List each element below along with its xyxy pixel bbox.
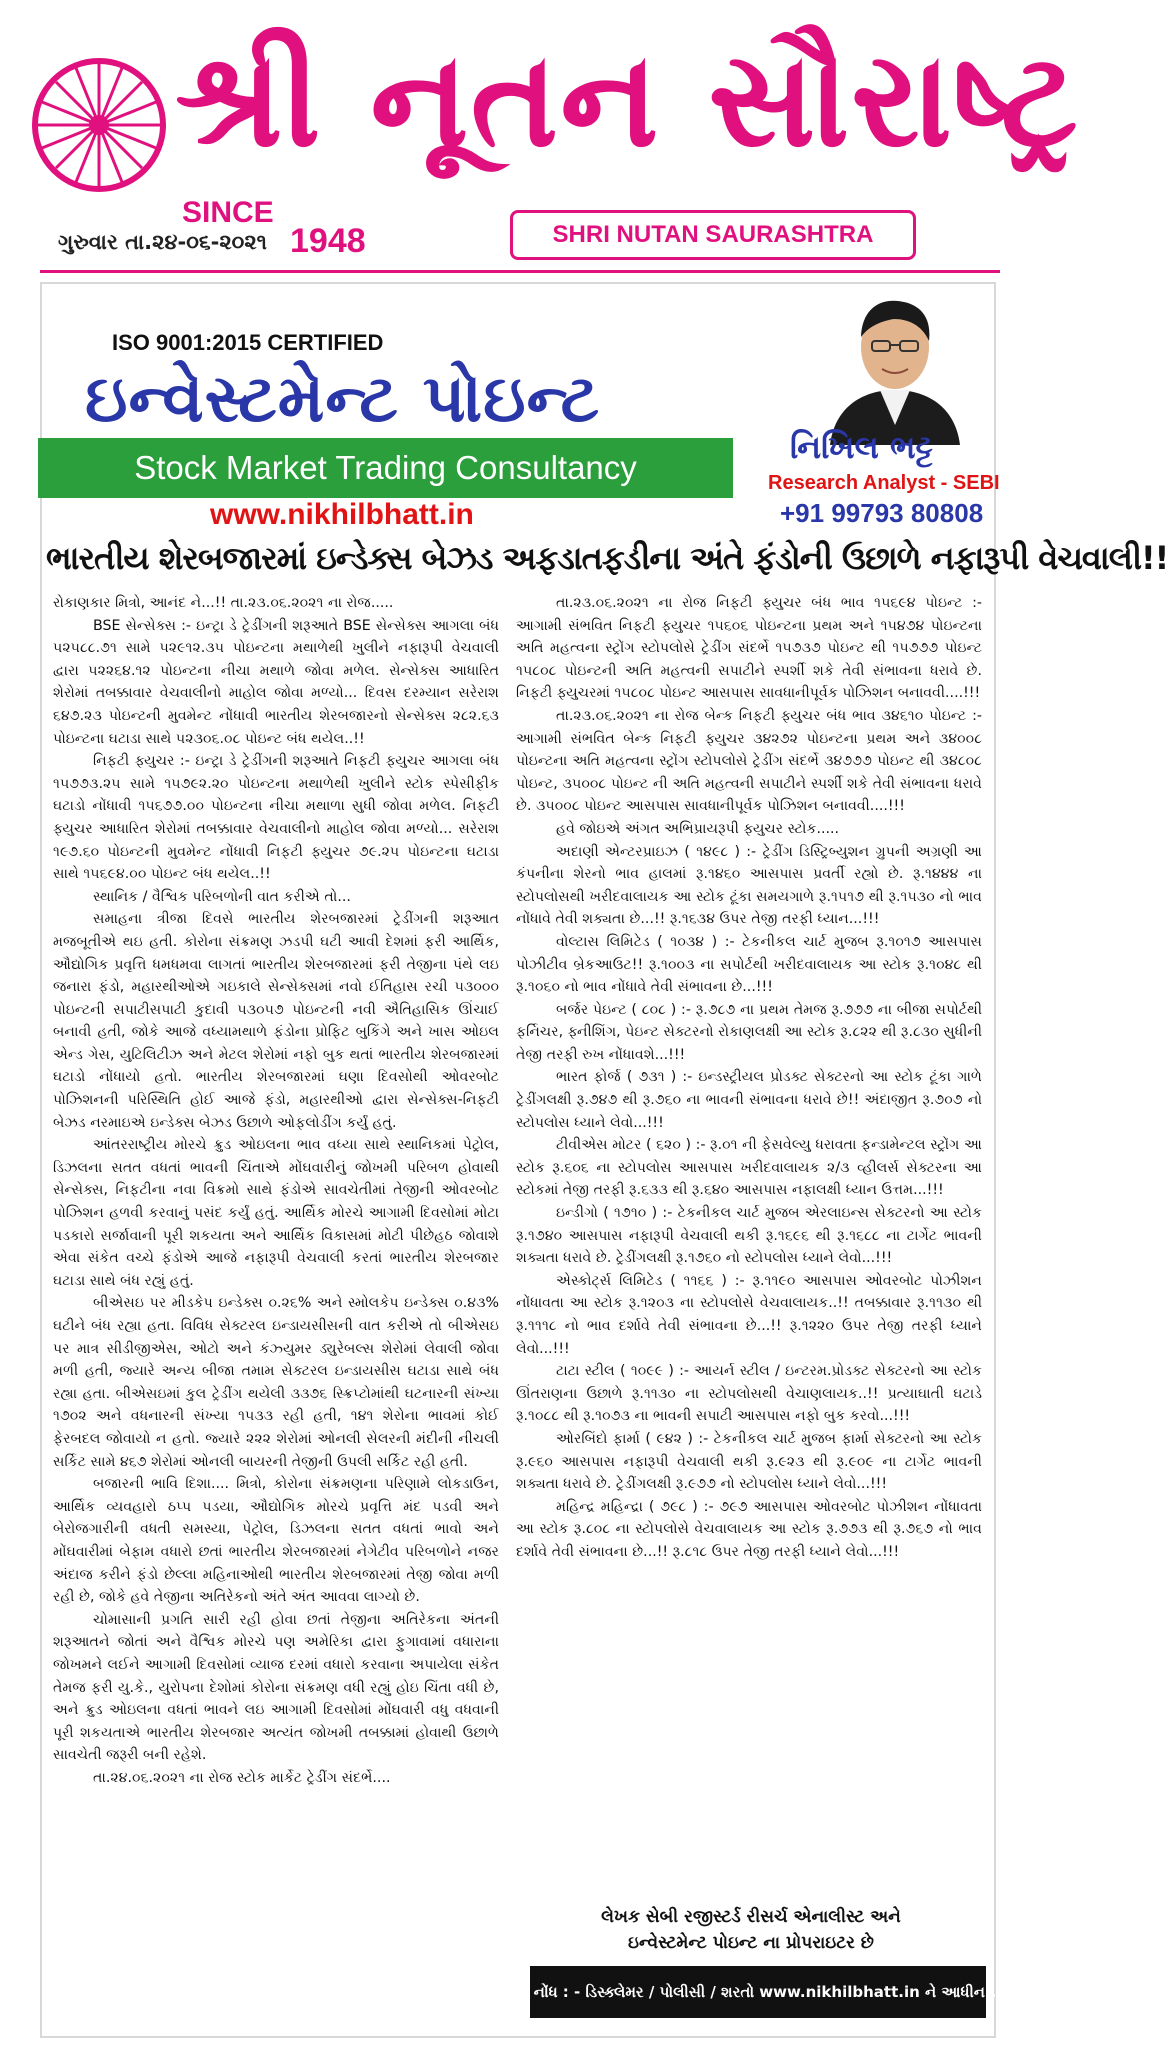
english-title-box: SHRI NUTAN SAURASHTRA	[510, 210, 916, 260]
paragraph: BSE સેન્સેક્સ :- ઇન્ટ્રા ડે ટ્રેડીંગની શરૂઆતે BSE સેન્સેક્સ આગલા બંધ ૫૨૫૮૮.૭૧ સામે ૫૨૯૧૨.૩૫ પોઇન્ટના મથાળેથી ખુલીને નફારૂપી વેચવાલી દ્વારા ૫૨૨૬૪.૧૨ પોઇન્ટના નીચા મથાળે જોવા મળેલ. સેન્સેક્સ આધારિત શેરોમાં તબક્કાવાર વેચવાલીનો માહોલ જોવા મળ્યો... દિવસ દરમ્યાન સરેરાશ ૬૪૭.૨૩ પોઇન્ટની મુવમેન્ટ નોંધાવી ભારતીય શેરબજારનો સેન્સેક્સ ૨૮૨.૬૩ પોઇન્ટના ઘટાડા સાથે ૫૨૩૦૬.૦૮ પોઇન્ટ બંધ થયેલ..!!	[53, 617, 499, 747]
paragraph: ચોમાસાની પ્રગતિ સારી રહી હોવા છતાં તેજીના અતિરેકના અંતની શરૂઆતને જોતાં અને વૈશ્વિક મોરચે પણ અમેરિકા દ્વારા ફુગાવામાં વધારાના જોખમને લઈને આગામી દિવસોમાં વ્યાજ દરમાં વધારો કરવાના અપાયેલા સંકેત તેમજ ફરી યુ.કે., યુરોપના દેશોમાં કોરોના સંક્રમણ વધી રહ્યું હોઇ ચિંતા વધી છે, અને ક્રુડ ઓઇલના વધતાં ભાવને લઇ આગામી દિવસોમાં મોંઘવારી વધુ વધવાની પૂરી શકયતાએ ભારતીય શેરબજાર અત્યંત જોખમી તબક્કામાં હોવાથી ઉછાળે સાવચેતી જરૂરી બની રહેશે.	[53, 1611, 499, 1764]
consultancy-banner: Stock Market Trading Consultancy	[38, 438, 733, 498]
article-headline: ભારતીય શેરબજારમાં ઇન્ડેક્સ બેઝડ અફડાતફડીના અંતે ફંડોની ઉછાળે નફારૂપી વેચવાલી!!	[46, 539, 1168, 577]
paragraph: સ્થાનિક / વૈશ્વિક પરિબળોની વાત કરીએ તો...	[93, 888, 351, 905]
author-title: Research Analyst - SEBI	[768, 472, 1000, 494]
paragraph: તા.૨૩.૦૬.૨૦૨૧ ના રોજ નિફટી ફ્યુચર બંધ ભાવ ૧૫૬૯૪ પોઇન્ટ :- આગામી સંભવિત નિફટી ફ્યુચર ૧૫૬૦૬ પોઇન્ટના પ્રથમ અને ૧૫૪૭૪ પોઇન્ટના અતિ મહત્વના સ્ટ્રોંગ સ્ટોપલોસે ટ્રેડીંગ સંદર્ભે ૧૫૭૩૭ પોઇન્ટ થી ૧૫૭૭૭ પોઇન્ટ ૧૫૮૦૮ પોઇન્ટની અતિ મહત્વની સપાટીને સ્પર્શી શકે તેવી સંભાવના ધરાવે છે. નિફટી ફ્યુચરમાં ૧૫૮૦૮ પોઇન્ટ આસપાસ સાવધાનીપૂર્વક પોઝિશન બનાવવી....!!!	[516, 595, 982, 702]
newspaper-title: શ્રી નૂતન સૌરાષ્ટ્ર	[175, 23, 1080, 177]
article-left-column	[53, 592, 499, 2040]
paragraph: ઇન્ડીગો ( ૧૭૧૦ ) :- ટેકનીકલ ચાર્ટ મુજબ એરલાઇન્સ સેક્ટરનો આ સ્ટોક રૂ.૧૭૪૦ આસપાસ નફારૂપી વેચવાલી થકી રૂ.૧૬૯૬ થી રૂ.૧૬૮૮ ના ટાર્ગેટ ભાવની શક્યતા ધરાવે છે. ટ્રેડીંગલક્ષી રૂ.૧૭૬૦ નો સ્ટોપલોસ ધ્યાને લેવો...!!!	[516, 1205, 982, 1267]
paragraph: ઓરબિંદો ફાર્મા ( ૯૪૨ ) :- ટેકનીકલ ચાર્ટ મુજબ ફાર્મા સેક્ટરનો આ સ્ટોક રૂ.૯૬૦ આસપાસ નફારૂપી વેચવાલી થકી રૂ.૯૨૩ થી રૂ.૯૦૯ ના ટાર્ગેટ ભાવની શક્યતા ધરાવે છે. ટ્રેડીંગલક્ષી રૂ.૯૭૭ નો સ્ટોપલોસ ધ્યાને લેવો...!!!	[516, 1430, 982, 1493]
issue-date: ગુરુવાર તા.૨૪-૦૬-૨૦૨૧	[58, 230, 267, 254]
paragraph: તા.૨૪.૦૬.૨૦૨૧ ના રોજ સ્ટોક માર્કેટ ટ્રેડીંગ સંદર્ભે....	[93, 1769, 391, 1786]
investment-point-logo: ઇન્વેસ્ટમેન્ટ પોઇન્ટ	[85, 360, 601, 437]
since-label: SINCE	[182, 196, 274, 229]
article-right-column	[516, 592, 982, 1892]
author-name: નિખિલ ભટ્ટ	[790, 428, 933, 466]
author-credit-line: લેખક સેબી રજીસ્ટર્ડ રીસર્ચ એનાલીસ્ટ અને	[601, 1907, 901, 1927]
paragraph: અદાણી એન્ટરપ્રાઇઝ ( ૧૪૯૮ ) :- ટ્રેડીંગ ડિસ્ટ્રિબ્યુશન ગ્રુપની અગ્રણી આ કંપનીના શેરનો ભાવ હાલમાં રૂ.૧૪૬૦ આસપાસ પ્રવર્તી રહ્યો છે. રૂ.૧૪૪૪ ના સ્ટોપલોસથી ખરીદવાલાયક આ સ્ટોક ટૂંકા સમયગાળે રૂ.૧૫૧૭ થી રૂ.૧૫૩૦ નો ભાવ નોંધાવે તેવી શક્યતા છે...!! રૂ.૧૬૩૪ ઉપર તેજી તરફી ધ્યાન...!!!	[516, 843, 982, 928]
author-credit-line: ઇન્વેસ્ટમેન્ટ પોઇન્ટ ના પ્રોપરાઇટર છે	[628, 1933, 874, 1953]
paragraph: એસ્કોર્ટ્સ લિમિટેડ ( ૧૧૬૬ ) :- રૂ.૧૧૯૦ આસપાસ ઓવરબોટ પોઝીશન નોંધાવતા આ સ્ટોક રૂ.૧૨૦૩ ના સ્ટોપલોસે વેચવાલાયક..!! તબક્કાવાર રૂ.૧૧૩૦ થી રૂ.૧૧૧૮ નો ભાવ દર્શાવે તેવી સંભાવના છે...!! રૂ.૧૨૨૦ ઉપર તેજી તરફી ધ્યાને લેવો...!!!	[516, 1272, 982, 1357]
website-link[interactable]: www.nikhilbhatt.in	[210, 498, 474, 531]
disclaimer-notice: ખાસ નોંધ : - ડિસ્ક્લેમર / પોલીસી / શરતો www.nikhilbhatt.in ને આધીન...!!	[530, 1966, 986, 2018]
chakra-logo-icon	[30, 56, 168, 194]
paragraph: મહિન્દ્ર મહિન્દ્રા ( ૭૯૮ ) :- ૭૯૭ આસપાસ ઓવરબોટ પોઝીશન નોંધાવતા આ સ્ટોક રૂ.૮૦૮ ના સ્ટોપલોસે વેચવાલાયક આ સ્ટોક રૂ.૭૭૩ થી રૂ.૭૬૭ નો ભાવ દર્શાવે તેવી સંભાવના છે...!! રૂ.૮૧૮ ઉપર તેજી તરફી ધ્યાને લેવો...!!!	[516, 1498, 982, 1560]
iso-certification: ISO 9001:2015 CERTIFIED	[112, 330, 384, 355]
paragraph: સમાહના ત્રીજા દિવસે ભારતીય શેરબજારમાં ટ્રેડીંગની શરૂઆત મજબૂતીએ થઇ હતી. કોરોના સંક્રમણ ઝડપી ઘટી આવી દેશમાં ફરી આર્થિક, ઔદ્યોગિક પ્રવૃત્તિ ધમધમવા લાગતાં ભારતીય શેરબજારમાં ફરી તેજીના પંથે લઇ જનારા ફંડો, મહારથીઓએ ગઇકાલે સેન્સેક્સમાં નવો ઈતિહાસ રચી ૫૩૦૦૦ પોઇન્ટની સપાટીસપાટી કુદાવી ૫૩૦૫૭ પોઇન્ટની નવી ઐતિહાસિક ઊંચાઈ બનાવી હતી, જોકે આજે વધ્યામથાળે ફંડોના પ્રોફિટ બુકિંગે અને ખાસ ઓઇલ એન્ડ ગેસ, યુટિલિટીઝ અને મેટલ શેરોમાં નફો બુક થતાં ભારતીય શેરબજારમાં ઘટાડો નોંધાયો હતો. ભારતીય શેરબજારમાં ઘણા દિવસોથી ઓવરબોટ પોઝિશનની પરિસ્થિતિ હોઈ આજે ફંડો, મહારથીઓ દ્વારા સેન્સેક્સ-નિફટી બેઝડ નરમાઇએ ઇન્ડેક્સ બેઝડ ઉછાળે ઓફલોડીંગ કર્યું હતું.	[53, 911, 499, 1131]
paragraph: બર્જર પેઇન્ટ ( ૮૦૮ ) :- રૂ.૭૮૭ ના પ્રથમ તેમજ રૂ.૭૭૭ ના બીજા સપોર્ટથી ફર્નિચર, ફ્નીશિંગ, પેઇન્ટ સેક્ટરનો રોકાણલક્ષી આ સ્ટોક રૂ.૮૨૨ થી રૂ.૮૩૦ સુધીની તેજી તરફી રુખ નોંધાવશે...!!!	[516, 1001, 982, 1063]
since-year: 1948	[290, 222, 366, 260]
paragraph: ટાટા સ્ટીલ ( ૧૦૯૯ ) :- આયર્ન સ્ટીલ / ઇન્ટરમ.પ્રોડક્ટ સેક્ટરનો આ સ્ટોક ઊંતરાણના ઉછાળે રૂ.૧૧૩૦ ના સ્ટોપલોસથી વેચાણલાયક..!! પ્રત્યાઘાતી ઘટાડે રૂ.૧૦૮૮ થી રૂ.૧૦૭૩ ના ભાવની સપાટી આસપાસ નફો બુક કરવો...!!!	[516, 1363, 982, 1425]
paragraph: વોલ્ટાસ લિમિટેડ ( ૧૦૩૪ ) :- ટેકનીકલ ચાર્ટ મુજબ રૂ.૧૦૧૭ આસપાસ પોઝીટીવ બ્રેકઆઉટ!! રૂ.૧૦૦૩ ના સપોર્ટથી ખરીદવાલાયક આ સ્ટોક રૂ.૧૦૪૮ થી રૂ.૧૦૬૦ નો ભાવ નોંધાવે તેવી સંભાવના છે...!!!	[516, 933, 982, 996]
paragraph: નિફટી ફ્યુચર :- ઇન્ટ્રા ડે ટ્રેડીંગની શરૂઆતે નિફટી ફ્યુચર આગલા બંધ ૧૫૭૭૩.૨૫ સામે ૧૫૭૯૨.૨૦ પોઇન્ટના મથાળેથી ખુલીને સ્ટોક સ્પેસીફીક ઘટાડો નોંધાવી ૧૫૬૭૭.૦૦ પોઇન્ટના નીચા મથાળા સુધી જોવા મળેલ. નિફટી ફ્યુચર આધારિત શેરોમાં તબક્કાવાર વેચવાલીનો માહોલ જોવા મળ્યો... સરેરાશ ૧૯૭.૬૦ પોઇન્ટની મુવમેન્ટ નોંધાવી નિફટી ફ્યુચર ૭૯.૨૫ પોઇન્ટના ઘટાડા સાથે ૧૫૬૯૪.૦૦ પોઇન્ટ બંધ થયેલ..!!	[53, 753, 499, 883]
paragraph: હવે જોઇએ અંગત અભિપ્રાયરૂપી ફ્યુચર સ્ટોક.....	[556, 820, 840, 837]
masthead-divider	[40, 270, 1000, 273]
paragraph: આંતરરાષ્ટ્રીય મોરચે ક્રુડ ઓઇલના ભાવ વધ્યા સાથે સ્થાનિકમાં પેટ્રોલ, ડિઝલના સતત વધતાં ભાવની ચિંતાએ મોંઘવારીનું જોખમી પરિબળ હોવાથી સેન્સેક્સ, નિફટીના નવા વિક્રમો સાથે ફંડોએ સાવચેતીમાં તેજીની ઓવરબોટ પોઝિશન હળવી કરવાનું પસંદ કર્યું હતું. આર્થિક મોરચે આગામી દિવસોમાં મોટા પડકારો સર્જાવાની પૂરી શકયતા અને આર્થિક વિકાસમાં મોટી પીછેહઠ જોવાશે એવા સંકેત વચ્ચે ફંડોએ આજે નફારૂપી વેચવાલી કરતાં ભારતીય શેરબજાર ઘટાડા સાથે બંધ રહ્યું હતું.	[53, 1137, 499, 1289]
masthead	[0, 0, 1080, 265]
paragraph: બજારની ભાવિ દિશા.... મિત્રો, કોરોના સંક્રમણના પરિણામે લોકડાઉન, આર્થિક વ્યવહારો ઠપ્પ પડયા, ઔદ્યોગિક મોરચે પ્રવૃત્તિ મંદ પડવી અને બેરોજગારીની વધતી સમસ્યા, પેટ્રોલ, ડિઝલના સતત વધતાં ભાવો અને મોંઘવારીમાં બેફામ વધારો છતાં ભારતીય શેરબજારમાં નેગેટીવ પરિબળોને નજર અંદાજ કરીને ફંડો છેલ્લા મહિનાઓથી ભારતીય શેરબજારમાં તેજી જોવા મળી રહી છે, જોકે હવે તેજીના અતિરેકનો અંતે અંત આવવા લાગ્યો છે.	[53, 1476, 499, 1606]
author-photo-icon	[810, 285, 980, 445]
author-phone: +91 99793 80808	[780, 498, 984, 528]
paragraph: બીએસઇ પર મીડકેપ ઇન્ડેક્સ ૦.૨૬% અને સ્મોલકેપ ઇન્ડેક્સ ૦.૪૩% ઘટીને બંધ રહ્યા હતા. વિવિધ સેક્ટરલ ઇન્ડાયસીસની વાત કરીએ તો બીએસઇ પર માત્ર સીડીજીએસ, ઓટો અને કંઝ્યુમર ડ્યુરેબલ્સ શેરોમાં લેવાલી જોવા મળી હતી, જ્યારે અન્ય બીજા તમામ સેક્ટરલ ઇન્ડાયસીસ ઘટાડા સાથે બંધ રહ્યા હતા. બીએસઇમાં કુલ ટ્રેડીંગ થયેલી ૩૩૭૬ સ્ક્રિપ્ટોમાંથી ઘટનારની સંખ્યા ૧૭૦૨ અને વધનારની સંખ્યા ૧૫૩૩ રહી હતી, ૧૪૧ શેરોના ભાવમાં કોઈ ફેરબદલ જોવાયો ન હતો. જ્યારે ૨૨૨ શેરોમાં ઓનલી સેલરની મંદીની નીચલી સર્કિટ સામે ૪૬૭ શેરોમાં ઓનલી બાયરની તેજીની ઉપલી સર્કિટ રહી હતી.	[53, 1295, 499, 1470]
paragraph: રોકાણકાર મિત્રો, આનંદ ને...!! તા.૨૩.૦૬.૨૦૨૧ ના રોજ.....	[53, 595, 394, 611]
paragraph: ટીવીએસ મોટર ( ૬૨૦ ) :- રૂ.૦૧ ની ફેસવેલ્યુ ધરાવતા ફન્ડામેન્ટલ સ્ટ્રોંગ આ સ્ટોક રૂ.૬૦૬ ના સ્ટોપલોસ આસપાસ ખરીદવાલાયક ૨/૩ વ્હીલર્સ સેક્ટરના આ સ્ટોકમાં તેજી તરફી રૂ.૬૩૩ થી રૂ.૬૪૦ આસપાસ નફાલક્ષી ધ્યાન ઉત્તમ...!!!	[516, 1137, 982, 1199]
paragraph: ભારત ફોર્જ ( ૭૩૧ ) :- ઇન્ડસ્ટ્રીયલ પ્રોડક્ટ સેક્ટરનો આ સ્ટોક ટૂંકા ગાળે ટ્રેડીંગલક્ષી રૂ.૭૪૭ થી રૂ.૭૬૦ ના ભાવની સંભાવના ધરાવે છે!! અંદાજીત રૂ.૭૦૭ નો સ્ટોપલોસ ધ્યાને લેવો...!!!	[516, 1069, 982, 1131]
author-credit	[520, 1904, 982, 1956]
paragraph: તા.૨૩.૦૬.૨૦૨૧ ના રોજ બેન્ક નિફટી ફ્યુચર બંધ ભાવ ૩૪૬૧૦ પોઇન્ટ :- આગામી સંભવિત બેન્ક નિફટી ફ્યુચર ૩૪૨૭૨ પોઇન્ટના પ્રથમ અને ૩૪૦૦૮ પોઇન્ટના અતિ મહત્વના સ્ટ્રોંગ સ્ટોપલોસે ટ્રેડીંગ સંદર્ભે ૩૪૭૭૭ પોઇન્ટ થી ૩૪૮૦૮ પોઇન્ટ, ૩૫૦૦૮ પોઇન્ટ ની અતિ મહત્વની સપાટીને સ્પર્શી શકે તેવી સંભાવના ધરાવે છે. ૩૫૦૦૮ પોઇન્ટ આસપાસ સાવધાનીપૂર્વક પોઝિશન બનાવવી....!!!	[516, 707, 982, 815]
